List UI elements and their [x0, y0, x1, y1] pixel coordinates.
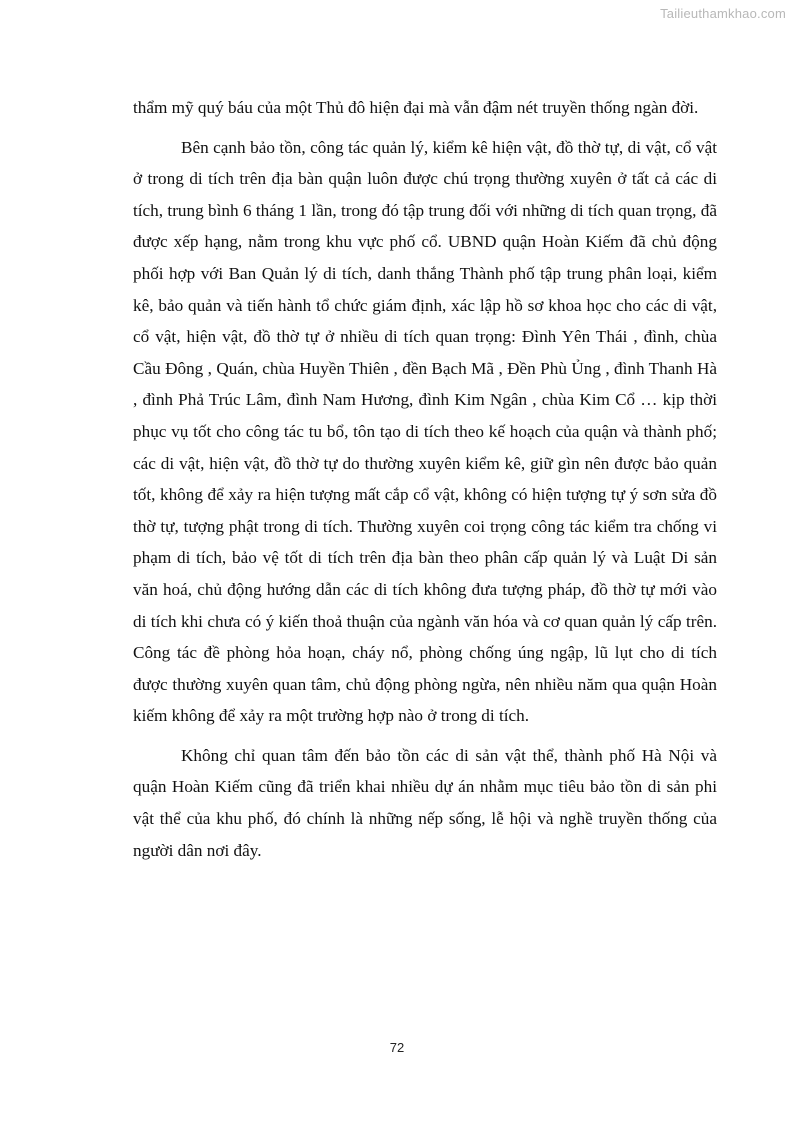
watermark-text: Tailieuthamkhao.com — [660, 6, 786, 21]
paragraph-intangible-heritage: Không chỉ quan tâm đến bảo tồn các di sản vật thể, thành phố Hà Nội và quận Hoàn Kiếm cũng đã triển khai nhiều dự án nhằm mục tiêu bảo tồn di sản phi vật thể của khu phố, đó chính là những nếp sống, lễ hội và nghề truyền thống của người dân nơi đây. — [133, 745, 717, 860]
page-number: 72 — [389, 1040, 405, 1055]
page-body — [133, 92, 717, 866]
paragraph-management: Bên cạnh bảo tồn, công tác quản lý, kiểm kê hiện vật, đồ thờ tự, di vật, cổ vật ở trong di tích trên địa bàn quận luôn được chú trọng thường xuyên ở tất cả các di tích, trung bình 6 tháng 1 lần, trong đó tập trung đối với những di tích quan trọng, đã được xếp hạng, nằm trong khu vực phố cổ. UBND quận Hoàn Kiếm đã chủ động phối hợp với Ban Quản lý di tích, danh thắng Thành phố tập trung phân loại, kiểm kê, bảo quản và tiến hành tổ chức giám định, xác lập hồ sơ khoa học cho các di vật, cổ vật, hiện vật, đồ thờ tự ở nhiều di tích quan trọng: Đình Yên Thái , đình, chùa Cầu Đông , Quán, chùa Huyền Thiên , đền Bạch Mã , Đền Phù Ủng , đình Thanh Hà , đình Phả Trúc Lâm, đình Nam Hương, đình Kim Ngân , chùa Kim Cổ … kịp thời phục vụ tốt cho công tác tu bổ, tôn tạo di tích theo kế hoạch của quận và thành phố; các di vật, hiện vật, đồ thờ tự do thường xuyên kiểm kê, giữ gìn nên được bảo quản tốt, không để xảy ra hiện tượng mất cắp cổ vật, không có hiện tượng tự ý sơn sửa đồ thờ tự, tượng phật trong di tích. Thường xuyên coi trọng công tác kiểm tra chống vi phạm di tích, bảo vệ tốt di tích trên địa bàn theo phân cấp quản lý và Luật Di sản văn hoá, chủ động hướng dẫn các di tích không đưa tượng pháp, đồ thờ tự mới vào di tích khi chưa có ý kiến thoả thuận của ngành văn hóa và cơ quan quản lý cấp trên. Công tác đề phòng hỏa hoạn, cháy nổ, phòng chống úng ngập, lũ lụt cho di tích được thường xuyên quan tâm, chủ động phòng ngừa, nên nhiều năm qua quận Hoàn kiếm không để xảy ra một trường hợp nào ở trong di tích. — [133, 137, 717, 726]
paragraph-continuation: thẩm mỹ quý báu của một Thủ đô hiện đại mà vẫn đậm nét truyền thống ngàn đời. — [133, 98, 699, 117]
